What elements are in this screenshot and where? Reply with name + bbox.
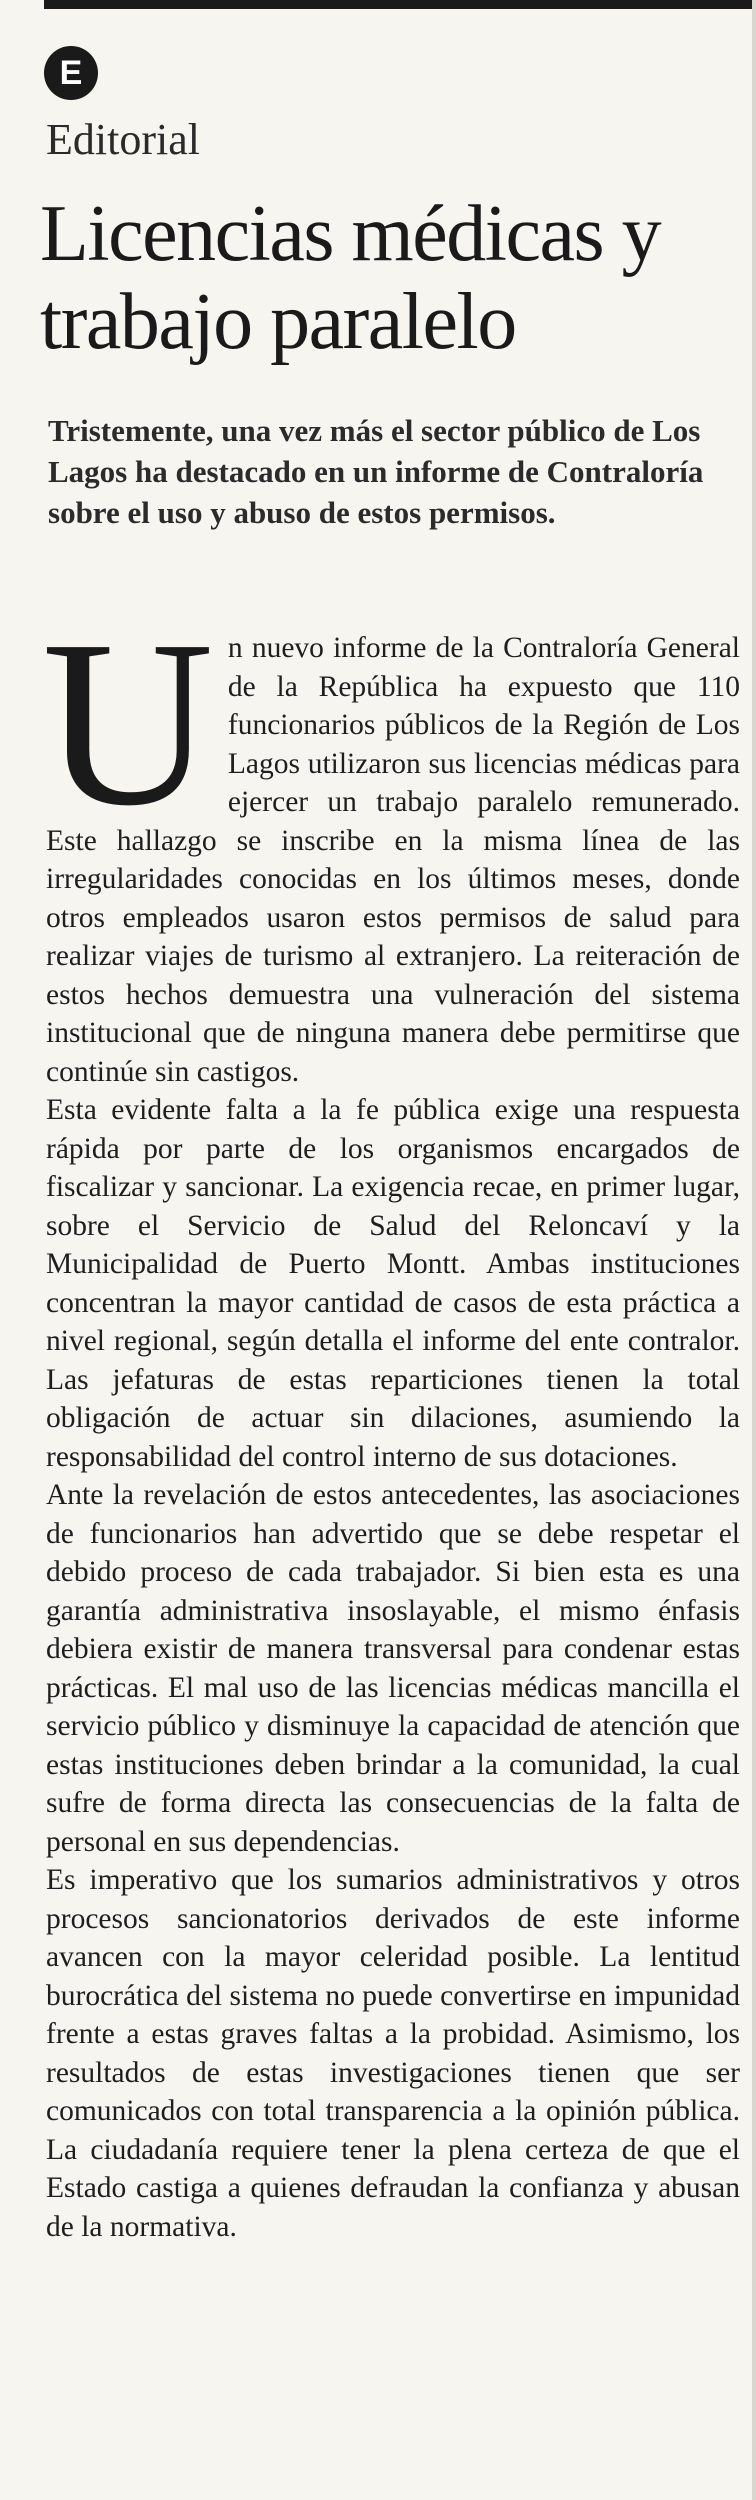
section-label: Editorial <box>46 115 200 164</box>
body-paragraph-3: Ante la revelación de estos antecedentes, las asociaciones de funcionarios han advertido que se debe respetar el debido proceso de cada trabajador. Si bien esta es una garantía administrativa insoslayable, el mismo énfasis debiera existir de manera transversal para condenar estas prácticas. El mal uso de las licencias médicas mancilla el servicio público y disminuye la capacidad de atención que estas instituciones deben brindar a la comunidad, la cual sufre de forma directa las consecuencias de la falta de personal en sus dependencias. <box>46 1479 740 1858</box>
lead-paragraph: Tristemente, una vez más el sector público de Los Lagos ha destacado en un informe de Contraloría sobre el uso y abuso de estos permisos. <box>48 413 704 530</box>
headline: Licencias médicas y trabajo paralelo <box>40 190 661 366</box>
article-body <box>42 592 740 2246</box>
section-badge: E <box>44 46 98 100</box>
page-edge <box>752 0 756 2500</box>
top-rule <box>44 0 756 9</box>
body-paragraph-2: Esta evidente falta a la fe pública exige una respuesta rápida por parte de los organismos encargados de fiscalizar y sancionar. La exigencia recae, en primer lugar, sobre el Servicio de Salud del Reloncaví y la Municipalidad de Puerto Montt. Ambas instituciones concentran la mayor cantidad de casos de esta práctica a nivel regional, según detalla el informe del ente contralor. Las jefaturas de estas reparticiones tienen la total obligación de actuar sin dilaciones, asumiendo la responsabilidad del control interno de sus dotaciones. <box>46 1094 740 1473</box>
body-paragraph-1 <box>42 592 740 1091</box>
body-paragraph-4: Es imperativo que los sumarios administrativos y otros procesos sancionatorios derivados de este informe avancen con la mayor celeridad posible. La lentitud burocrática del sistema no puede convertirse en impunidad frente a estas graves faltas a la probidad. Asimismo, los resultados de estas investigaciones tienen que ser comunicados con total transparencia a la opinión pública. La ciudadanía requiere tener la plena certeza de que el Estado castiga a quienes defraudan la confianza y abusan de la normativa. <box>46 1864 740 2243</box>
body-paragraph-1-text: n nuevo informe de la Contraloría General de la República ha expuesto que 110 funcionarios públicos de la Región de Los Lagos utilizaron sus licencias médicas para ejercer un trabajo paralelo remunerado. Este hallazgo se inscribe en la misma línea de las irregularidades conocidas en los últimos meses, donde otros empleados usaron estos permisos de salud para realizar viajes de turismo al extranjero. La reiteración de estos hechos demuestra una vulneración del sistema institucional que de ninguna manera debe permitirse que continúe sin castigos. <box>46 632 740 1088</box>
drop-cap: U <box>42 592 214 855</box>
